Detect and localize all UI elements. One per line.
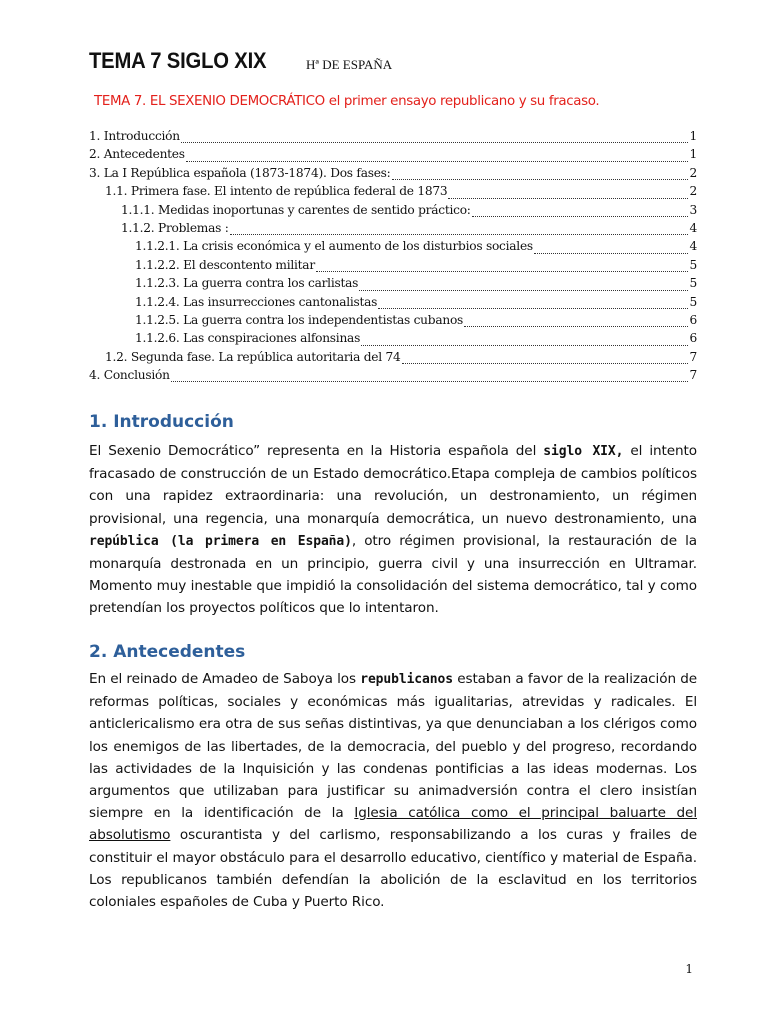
toc-entry[interactable]: [89, 239, 697, 257]
toc-entry[interactable]: [89, 258, 697, 276]
document-header: [89, 48, 393, 74]
toc-leader-dots: [316, 271, 689, 272]
bold-republica: república (la primera en España): [89, 533, 352, 549]
toc-entry-label: 1.1.2.6. Las conspiraciones alfonsinas: [135, 331, 361, 346]
toc-entry[interactable]: [89, 184, 697, 202]
toc-entry-label: 1.1.2. Problemas :: [121, 220, 229, 235]
toc-leader-dots: [448, 198, 688, 199]
toc-leader-dots: [402, 363, 689, 364]
toc-entry[interactable]: [89, 203, 697, 221]
underlined-iglesia: Iglesia católica como el principal baluarte del absolutismo: [89, 805, 698, 844]
page-number: 1: [685, 962, 693, 976]
toc-entry[interactable]: [89, 313, 697, 331]
bold-siglo-xix: siglo XIX,: [543, 444, 624, 459]
toc-leader-dots: [472, 216, 689, 217]
toc-entry-page: 4: [689, 220, 697, 235]
toc-entry-label: 2. Antecedentes: [89, 147, 185, 162]
toc-entry[interactable]: [89, 276, 697, 294]
toc-entry-label: 1.1.2.2. El descontento militar: [135, 257, 315, 272]
toc-leader-dots: [171, 381, 689, 382]
toc-entry-label: 1.2. Segunda fase. La república autoritaria del 74: [105, 349, 401, 364]
toc-entry-label: 1.1.2.4. Las insurrecciones cantonalistas: [135, 294, 378, 309]
toc-leader-dots: [181, 142, 689, 143]
toc-entry-label: 1.1.2.3. La guerra contra los carlistas: [135, 276, 359, 291]
section-title-introduccion: 1. Introducción: [89, 412, 234, 432]
toc-leader-dots: [361, 345, 688, 346]
toc-entry-page: 4: [689, 239, 697, 254]
toc-entry-label: 4. Conclusión: [89, 368, 170, 383]
toc-entry-label: 3. La I República española (1873-1874). Dos fases:: [89, 165, 391, 180]
toc-leader-dots: [378, 308, 688, 309]
bold-republicanos: republicanos: [360, 672, 453, 687]
toc-entry[interactable]: [89, 221, 697, 239]
toc-leader-dots: [392, 179, 689, 180]
toc-entry-label: 1.1.2.5. La guerra contra los independentistas cubanos: [135, 312, 464, 327]
toc-entry-label: 1. Introducción: [89, 129, 180, 143]
toc-leader-dots: [186, 161, 689, 162]
toc-entry[interactable]: [89, 350, 697, 368]
section-title-antecedentes: 2. Antecedentes: [89, 642, 246, 662]
toc-entry-page: 7: [689, 368, 697, 383]
toc-entry-page: 2: [689, 165, 697, 180]
toc-entry-label: 1.1. Primera fase. El intento de república federal de 1873: [105, 184, 448, 199]
paragraph-antecedentes: En el reinado de Amadeo de Saboya los republicanos estaban a favor de la realización de reformas políticas, sociales y económicas más igualitarias, atrevidas y radicales. El anticlericalismo era otra de sus señas distintivas, ya que denunciaban a los clérigos como los enemigos de las libertades, de la democracia, del pueblo y del progreso, recordando las actividades de la Inquisición y las condenas pontificias a las ideas modernas. Los argumentos que utilizaban para justificar su animadversión contra el clero insistían siempre en la identificación de la Iglesia católica como el principal baluarte del absolutismo oscurantista y del carlismo, responsabilizando a los curas y frailes de constituir el mayor obstáculo para el desarrollo educativo, científico y material de España. Los republicanos también defendían la abolición de la esclavitud en los territorios coloniales españoles de Cuba y Puerto Rico.: [89, 671, 698, 911]
paragraph-introduccion: El Sexenio Democrático” representa en la Historia española del siglo XIX, el intento fracasado de construcción de un Estado democrático.Etapa compleja de cambios políticos con una rapidez extraordinaria: una revolución, un destronamiento, un régimen provisional, una regencia, una monarquía democrática, un nuevo destronamiento, una república (la primera en España), otro régimen provisional, la restauración de la monarquía destronada en un principio, guerra civil y una insurrección en Ultramar. Momento muy inestable que impidió la consolidación del sistema democrático, tal y como pretendían los proyectos políticos que lo intentaron.: [89, 443, 697, 617]
document-subject: Hª DE ESPAÑA: [306, 57, 393, 72]
table-of-contents: [89, 129, 697, 386]
document-title: TEMA 7 SIGLO XIX: [89, 48, 267, 73]
toc-entry-page: 7: [689, 349, 697, 364]
topic-subtitle: TEMA 7. EL SEXENIO DEMOCRÁTICO el primer ensayo republicano y su fracaso.: [94, 94, 600, 109]
toc-entry[interactable]: [89, 166, 697, 184]
toc-entry[interactable]: [89, 129, 697, 147]
toc-leader-dots: [359, 290, 688, 291]
toc-entry[interactable]: [89, 368, 697, 386]
toc-entry-label: 1.1.1. Medidas inoportunas y carentes de sentido práctico:: [121, 202, 471, 217]
toc-entry-label: 1.1.2.1. La crisis económica y el aumento de los disturbios sociales: [135, 239, 533, 254]
toc-leader-dots: [464, 326, 688, 327]
toc-entry-page: 3: [689, 202, 697, 217]
toc-entry-page: 2: [689, 184, 697, 199]
toc-entry-page: 1: [689, 129, 697, 143]
toc-entry-page: 6: [689, 331, 697, 346]
toc-entry-page: 5: [689, 257, 697, 272]
toc-entry[interactable]: [89, 295, 697, 313]
toc-leader-dots: [230, 234, 689, 235]
toc-entry[interactable]: [89, 331, 697, 349]
toc-entry-page: 1: [689, 147, 697, 162]
toc-leader-dots: [534, 253, 689, 254]
toc-entry-page: 5: [689, 276, 697, 291]
toc-entry-page: 5: [689, 294, 697, 309]
toc-entry[interactable]: [89, 147, 697, 165]
toc-entry-page: 6: [689, 312, 697, 327]
